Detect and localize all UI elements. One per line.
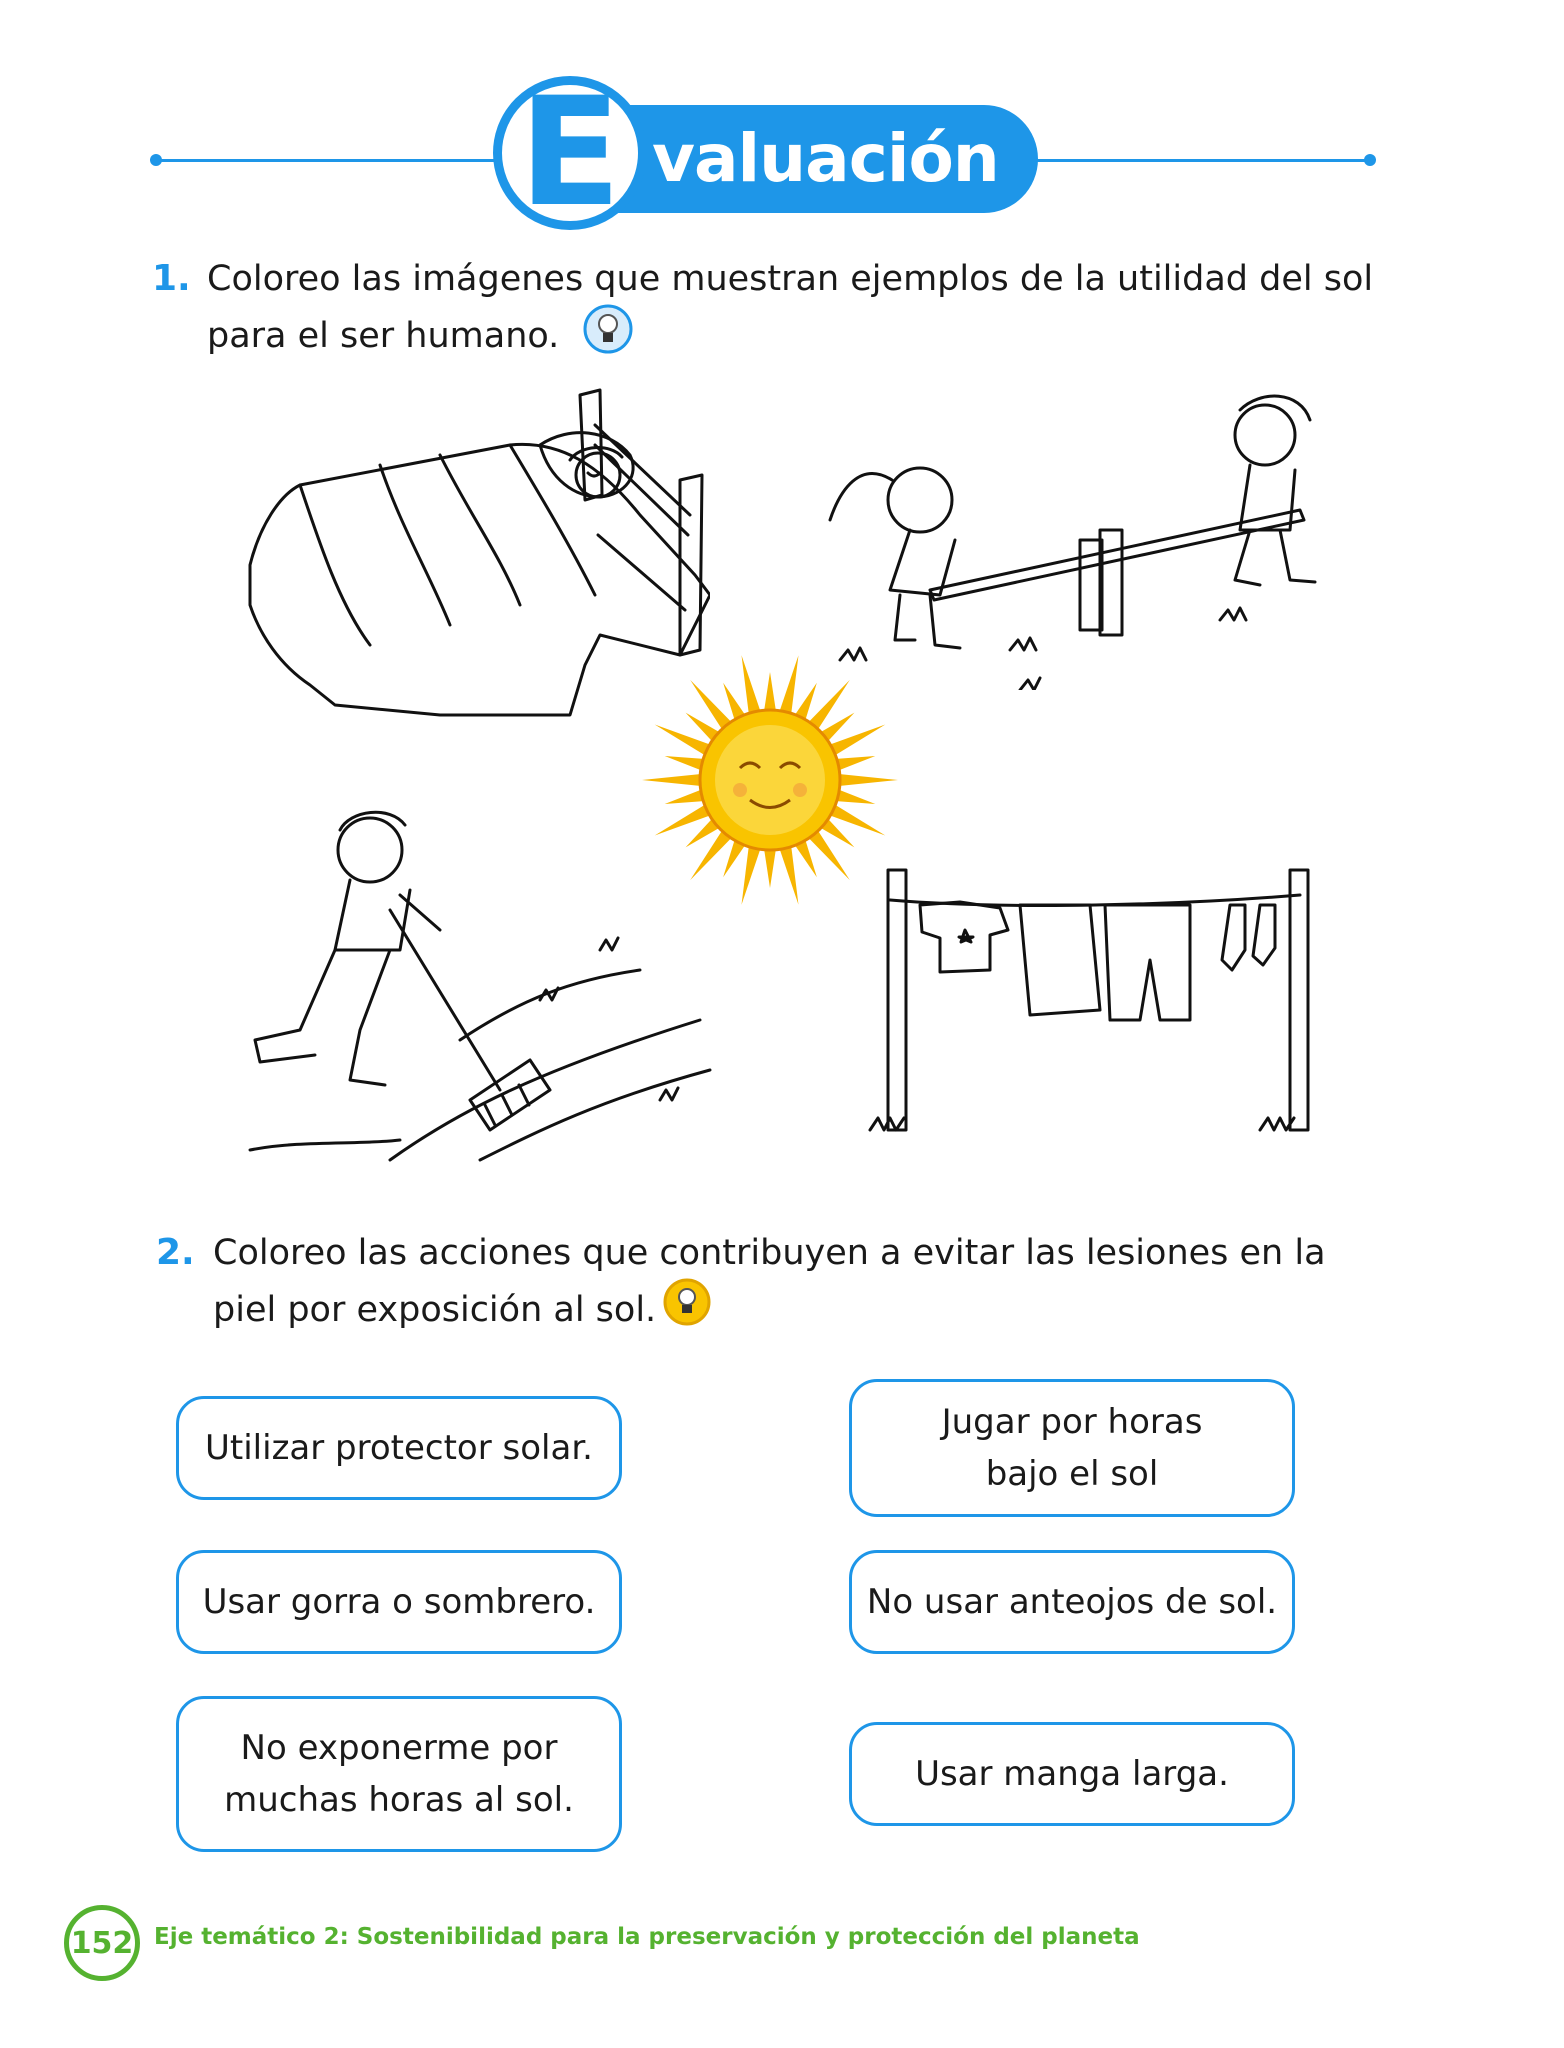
title-initial: E — [518, 66, 622, 240]
option-no-exponerme[interactable]: No exponerme por muchas horas al sol. — [176, 1696, 622, 1852]
header-rule-left — [156, 159, 496, 162]
header-rule-left-dot — [150, 154, 162, 166]
option-jugar-por-horas[interactable]: Jugar por horas bajo el sol — [849, 1379, 1295, 1517]
header-rule-right-dot — [1364, 154, 1376, 166]
sun-ray — [764, 672, 776, 712]
question-1-number: 1. — [152, 258, 191, 299]
sun-ray — [665, 756, 706, 771]
sun-ray — [835, 789, 876, 804]
title-rest: valuación — [652, 120, 999, 197]
question-1-line1: Coloreo las imágenes que muestran ejemplos de la utilidad del sol — [207, 259, 1374, 299]
question-2-number: 2. — [156, 1232, 195, 1273]
lightbulb-icon — [662, 1277, 712, 1327]
footer-text: Eje temático 2: Sostenibilidad para la preservación y protección del planeta — [154, 1924, 1140, 1950]
sun-ray — [779, 845, 798, 905]
option-utilizar-protector-solar[interactable]: Utilizar protector solar. — [176, 1396, 622, 1500]
page-number: 152 — [64, 1905, 140, 1981]
question-1-line2: para el ser humano. — [207, 316, 560, 356]
question-2-line1: Coloreo las acciones que contribuyen a evitar las lesiones en la — [213, 1233, 1326, 1273]
sun-ray — [779, 655, 798, 715]
question-2-line2: piel por exposición al sol. — [213, 1290, 657, 1330]
lightbulb-icon — [582, 303, 634, 355]
sun-ray — [642, 774, 702, 786]
sun-ray — [838, 774, 898, 786]
sun-ray — [742, 845, 761, 905]
clothesline-icon — [860, 860, 1340, 1160]
header-rule-right — [1030, 159, 1370, 162]
option-usar-manga-larga[interactable]: Usar manga larga. — [849, 1722, 1295, 1826]
option-usar-gorra[interactable]: Usar gorra o sombrero. — [176, 1550, 622, 1654]
sun-ray — [764, 848, 776, 888]
option-no-usar-anteojos[interactable]: No usar anteojos de sol. — [849, 1550, 1295, 1654]
sun-ray — [835, 756, 876, 771]
seesaw-icon — [820, 390, 1340, 690]
sun-ray — [742, 655, 761, 715]
raking-icon — [240, 800, 720, 1180]
